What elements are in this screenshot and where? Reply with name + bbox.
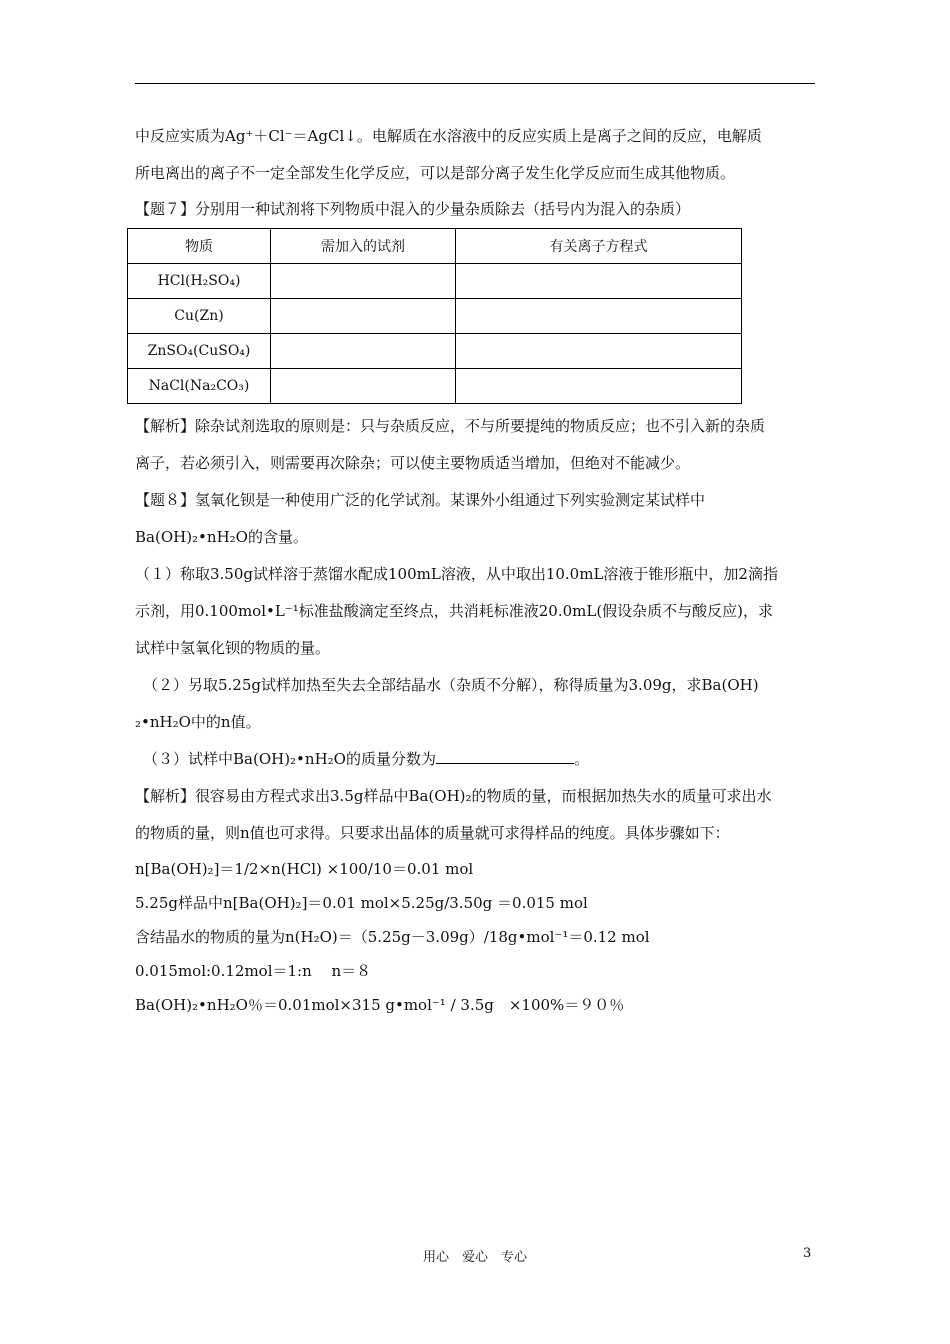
table-row (128, 264, 742, 299)
analysis-line: 的物质的量，则n值也可求得。只要求出晶体的质量就可求得样品的纯度。具体步骤如下： (135, 824, 730, 842)
table-cell (271, 299, 456, 334)
table-cell: HCl(H₂SO₄) (128, 264, 271, 299)
table-cell (271, 334, 456, 369)
part-3-line (135, 741, 815, 778)
text-line: Ba(OH)₂•nH₂O的含量。 (135, 528, 308, 546)
formula-line: Ba(OH)₂•nH₂O％＝0.01mol×315 g•mol⁻¹ / 3.5g ×100%＝９０％ (135, 996, 625, 1014)
table-header-cell: 有关离子方程式 (456, 229, 742, 264)
question-7-title: 【题７】分别用一种试剂将下列物质中混入的少量杂质除去（括号内为混入的杂质） (135, 200, 691, 218)
table-row (128, 369, 742, 404)
formula-line: 含结晶水的物质的量为n(H₂O)＝（5.25g－3.09g）/18g•mol⁻¹＝0.12 mol (135, 928, 650, 946)
table-cell (456, 369, 742, 404)
table-cell (271, 264, 456, 299)
document-body (135, 118, 815, 1022)
table-header-row (128, 229, 742, 264)
analysis-line: 【解析】除杂试剂选取的原则是：只与杂质反应，不与所要提纯的物质反应；也不引入新的杂质 (135, 417, 766, 435)
table-cell (456, 334, 742, 369)
part-2-line: （２）另取5.25g试样加热至失去全部结晶水（杂质不分解），称得质量为3.09g，求Ba(OH) (143, 676, 759, 694)
formula-line: 0.015mol:0.12mol＝1:n n＝８ (135, 962, 372, 980)
part-2-line: ₂•nH₂O中的n值。 (135, 713, 261, 731)
analysis-line: 【解析】很容易由方程式求出3.5g样品中Ba(OH)₂的物质的量，而根据加热失水的质量可求出水 (135, 787, 772, 805)
text-line: 中反应实质为Ag⁺＋Cl⁻＝AgCl↓。电解质在水溶液中的反应实质上是离子之间的反应，电解质 (135, 127, 762, 145)
formula-line: 5.25g样品中n[Ba(OH)₂]＝0.01 mol×5.25g/3.50g ＝0.015 mol (135, 894, 588, 912)
part-1-line: 试样中氢氧化钡的物质的量。 (135, 639, 331, 657)
table-cell (456, 264, 742, 299)
analysis-line: 离子，若必须引入，则需要再次除杂；可以使主要物质适当增加，但绝对不能减少。 (135, 454, 691, 472)
text-line: 所电离出的离子不一定全部发生化学反应，可以是部分离子发生化学反应而生成其他物质。 (135, 164, 736, 182)
table-cell: NaCl(Na₂CO₃) (128, 369, 271, 404)
part-3-end: 。 (573, 750, 589, 768)
header-rule (135, 83, 815, 84)
impurity-table (127, 228, 742, 404)
table-row (128, 334, 742, 369)
table-header-cell: 物质 (128, 229, 271, 264)
table-header-cell: 需加入的试剂 (271, 229, 456, 264)
answer-blank (436, 749, 574, 764)
table-cell (456, 299, 742, 334)
part-1-line: 示剂，用0.100mol•L⁻¹标准盐酸滴定至终点，共消耗标准液20.0mL(假设杂质不与酸反应)，求 (135, 602, 774, 620)
page-number: 3 (803, 1246, 812, 1261)
page-footer: 用心 爱心 专心 (422, 1250, 527, 1265)
formula-line: n[Ba(OH)₂]＝1/2×n(HCl) ×100/10＝0.01 mol (135, 860, 474, 878)
table-cell: ZnSO₄(CuSO₄) (128, 334, 271, 369)
part-1-line: （１）称取3.50g试样溶于蒸馏水配成100mL溶液，从中取出10.0mL溶液于锥形瓶中，加2滴指 (135, 565, 778, 583)
question-8-title: 【题８】氢氧化钡是一种使用广泛的化学试剂。某课外小组通过下列实验测定某试样中 (135, 491, 706, 509)
table-row (128, 299, 742, 334)
impurity-table-wrapper (135, 228, 815, 404)
part-3-text: （３）试样中Ba(OH)₂•nH₂O的质量分数为 (143, 750, 436, 768)
table-cell (271, 369, 456, 404)
table-cell: Cu(Zn) (128, 299, 271, 334)
